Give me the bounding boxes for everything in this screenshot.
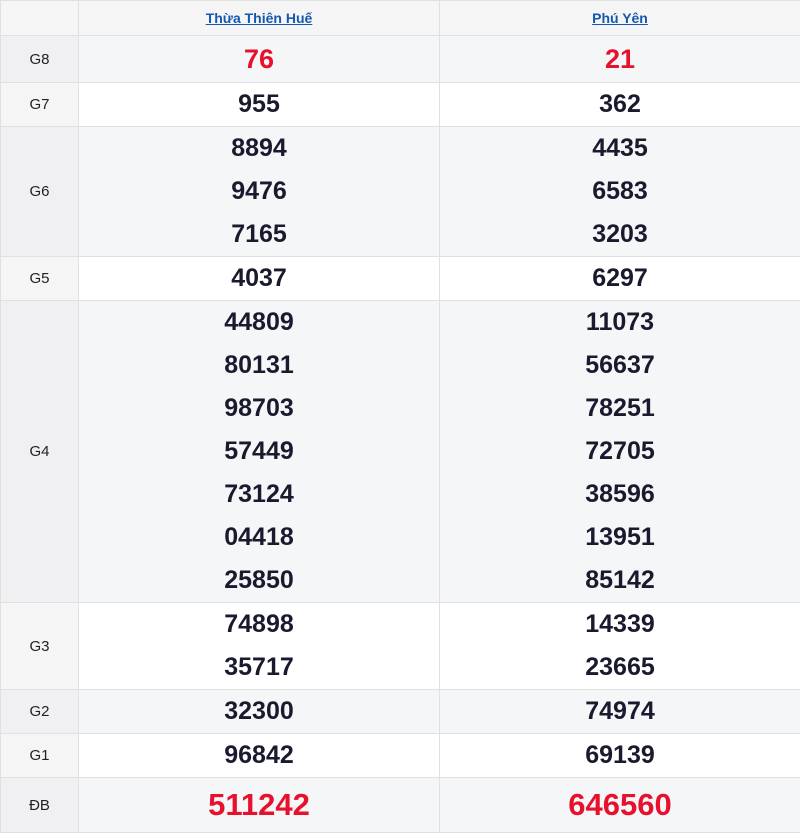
table-row [1, 734, 800, 778]
table-body [1, 36, 800, 833]
prize-number: 23665 [440, 646, 800, 689]
prize-number: 74974 [440, 690, 800, 733]
table-row [1, 778, 800, 832]
prize-numbers-cell [440, 603, 800, 690]
prize-number: 56637 [440, 344, 800, 387]
prize-number: 4037 [79, 257, 439, 300]
prize-numbers-cell [79, 778, 440, 832]
prize-numbers-cell [79, 36, 440, 83]
prize-number: 72705 [440, 430, 800, 473]
prize-number: 955 [79, 83, 439, 126]
prize-number: 14339 [440, 603, 800, 646]
prize-number: 32300 [79, 690, 439, 733]
prize-label: G1 [1, 734, 79, 778]
prize-numbers-cell [440, 301, 800, 603]
prize-number: 362 [440, 83, 800, 126]
prize-number: 57449 [79, 430, 439, 473]
prize-number: 13951 [440, 516, 800, 559]
prize-label: G6 [1, 127, 79, 257]
prize-number: 25850 [79, 559, 439, 602]
prize-number: 8894 [79, 127, 439, 170]
table-row [1, 36, 800, 83]
table-row [1, 257, 800, 301]
prize-numbers-cell [440, 734, 800, 778]
table-row [1, 690, 800, 734]
prize-number: 511242 [79, 778, 439, 831]
prize-number: 646560 [440, 778, 800, 831]
prize-numbers-cell [79, 127, 440, 257]
prize-number: 3203 [440, 213, 800, 256]
prize-number: 44809 [79, 301, 439, 344]
prize-numbers-cell [440, 127, 800, 257]
prize-label: G4 [1, 301, 79, 603]
prize-numbers-cell [79, 257, 440, 301]
prize-number: 69139 [440, 734, 800, 777]
prize-label: G3 [1, 603, 79, 690]
prize-number: 4435 [440, 127, 800, 170]
province-link-2[interactable]: Phú Yên [592, 10, 648, 26]
prize-numbers-cell [79, 690, 440, 734]
prize-numbers-cell [440, 257, 800, 301]
prize-number: 21 [440, 36, 800, 82]
prize-number: 85142 [440, 559, 800, 602]
prize-label: ĐB [1, 778, 79, 832]
prize-numbers-cell [440, 778, 800, 832]
prize-number: 80131 [79, 344, 439, 387]
prize-numbers-cell [79, 603, 440, 690]
prize-number: 6297 [440, 257, 800, 300]
prize-numbers-cell [440, 690, 800, 734]
prize-numbers-cell [440, 83, 800, 127]
prize-number: 74898 [79, 603, 439, 646]
prize-numbers-cell [440, 36, 800, 83]
prize-label: G5 [1, 257, 79, 301]
header-corner-cell [1, 1, 79, 36]
prize-number: 9476 [79, 170, 439, 213]
prize-number: 35717 [79, 646, 439, 689]
table-row [1, 603, 800, 690]
prize-numbers-cell [79, 83, 440, 127]
prize-number: 96842 [79, 734, 439, 777]
province-link-1[interactable]: Thừa Thiên Huế [206, 10, 313, 26]
prize-number: 7165 [79, 213, 439, 256]
prize-number: 04418 [79, 516, 439, 559]
prize-number: 98703 [79, 387, 439, 430]
table-row [1, 127, 800, 257]
prize-number: 11073 [440, 301, 800, 344]
table-row [1, 83, 800, 127]
prize-number: 6583 [440, 170, 800, 213]
table-row [1, 301, 800, 603]
prize-label: G7 [1, 83, 79, 127]
prize-number: 78251 [440, 387, 800, 430]
prize-number: 76 [79, 36, 439, 82]
header-province-1 [79, 1, 440, 36]
prize-label: G2 [1, 690, 79, 734]
prize-number: 38596 [440, 473, 800, 516]
table-header [1, 1, 800, 36]
prize-numbers-cell [79, 734, 440, 778]
header-province-2 [440, 1, 800, 36]
prize-numbers-cell [79, 301, 440, 603]
prize-number: 73124 [79, 473, 439, 516]
header-row [1, 1, 800, 36]
prize-label: G8 [1, 36, 79, 83]
